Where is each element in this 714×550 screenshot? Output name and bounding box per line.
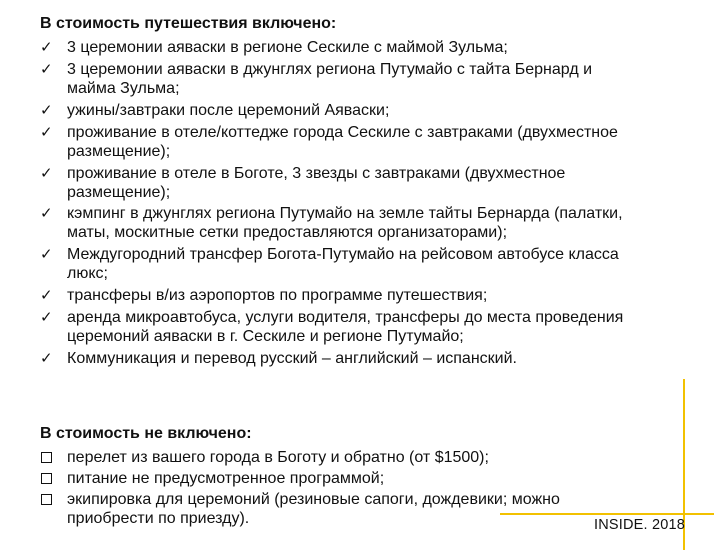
checkmark-icon: ✓ <box>40 204 53 223</box>
checkmark-icon: ✓ <box>40 349 53 368</box>
checkmark-icon: ✓ <box>40 100 53 119</box>
list-item: ✓ Междугородний трансфер Богота-Путумайо на рейсовом автобусе класса люкс; <box>40 245 619 283</box>
excluded-list <box>40 448 640 530</box>
list-item: ✓ проживание в отеле/коттедже города Сескиле с завтраками (двухместное размещение); <box>40 122 618 160</box>
list-item: ✓ ужины/завтраки после церемоний Аяваски; <box>40 100 390 119</box>
list-item: ✓ проживание в отеле в Боготе, 3 звезды с завтраками (двухместное размещение); <box>40 163 566 201</box>
checkmark-icon: ✓ <box>40 286 53 305</box>
list-item: экипировка для церемоний (резиновые сапоги, дождевики; можно приобрести по приезду). <box>40 490 640 528</box>
checkmark-icon: ✓ <box>40 245 53 264</box>
checkmark-icon: ✓ <box>40 122 53 141</box>
included-title: В стоимость путешествия включено: <box>40 15 337 32</box>
list-item: ✓ Коммуникация и перевод русский – английский – испанский. <box>40 349 517 368</box>
list-item: перелет из вашего города в Боготу и обратно (от $1500); <box>40 448 640 467</box>
list-item: ✓ 3 церемонии аяваски в регионе Сескиле с маймой Зульма; <box>40 38 508 56</box>
checkmark-icon: ✓ <box>40 59 53 78</box>
included-list <box>40 38 640 371</box>
checkmark-icon: ✓ <box>40 38 53 56</box>
checkbox-square-icon <box>41 452 52 463</box>
checkmark-icon: ✓ <box>40 308 53 327</box>
list-item: ✓ аренда микроавтобуса, услуги водителя, трансферы до места проведения церемоний аяваски в г. Сескиле и регионе Путумайо; <box>40 308 624 346</box>
accent-horizontal-line <box>500 513 714 515</box>
list-item: питание не предусмотренное программой; <box>40 469 640 488</box>
brand-caption: INSIDE. 2018 <box>594 517 686 533</box>
list-item: ✓ 3 церемонии аяваски в джунглях региона Путумайо с тайта Бернард и майма Зульма; <box>40 59 593 97</box>
list-item: ✓ кэмпинг в джунглях региона Путумайо на земле тайты Бернарда (палатки, маты, москитные сетки предоставляются организаторами); <box>40 204 623 242</box>
list-item: ✓ трансферы в/из аэропортов по программе путешествия; <box>40 286 488 305</box>
checkbox-square-icon <box>41 473 52 484</box>
checkbox-square-icon <box>41 494 52 505</box>
excluded-title: В стоимость не включено: <box>40 425 252 442</box>
checkmark-icon: ✓ <box>40 163 53 182</box>
